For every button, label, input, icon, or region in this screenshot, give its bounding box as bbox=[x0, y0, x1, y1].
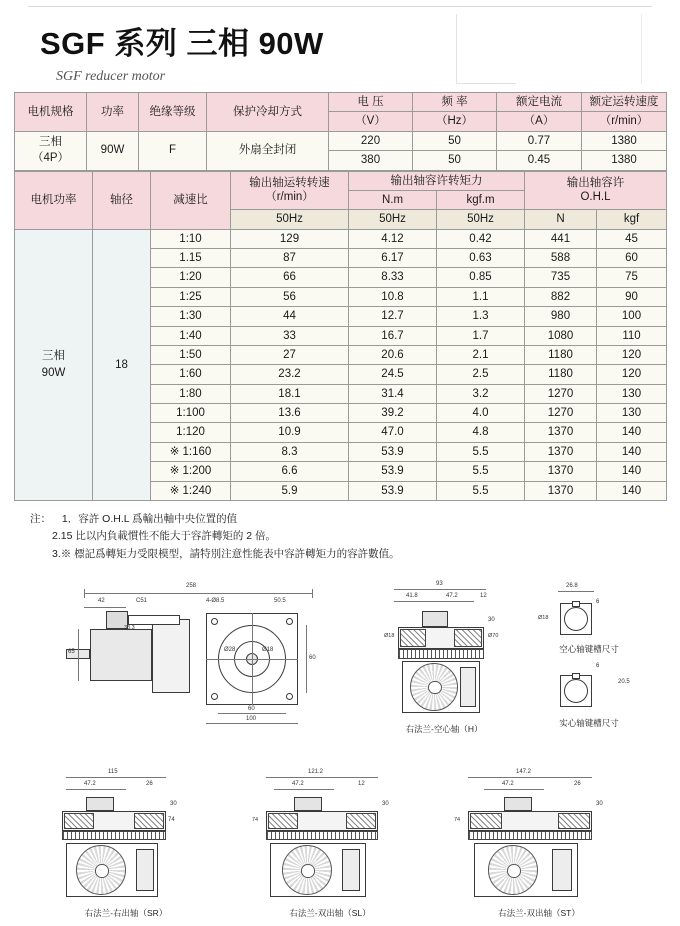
drawing-right-flange-st bbox=[454, 767, 624, 907]
cell-ratio: 1:50 bbox=[151, 345, 231, 364]
cell-ohl-kgf: 140 bbox=[597, 442, 667, 461]
cooling-fan bbox=[488, 845, 538, 895]
cell-ohl-kgf: 75 bbox=[597, 268, 667, 287]
col-header-torque-nm: N.m bbox=[349, 190, 437, 209]
cell-out-speed: 6.6 bbox=[231, 462, 349, 481]
subheader-ohl-kgf: kgf bbox=[597, 210, 667, 229]
cell-out-speed: 56 bbox=[231, 287, 349, 306]
motor-spec-table bbox=[14, 92, 667, 171]
gearbox-block bbox=[152, 619, 190, 693]
dim-o18: Ø18 bbox=[262, 646, 274, 653]
gear-teeth bbox=[398, 649, 484, 659]
keyway-bore bbox=[564, 607, 588, 631]
table-row bbox=[15, 131, 667, 150]
cell-ohl-kgf: 120 bbox=[597, 345, 667, 364]
section-hatch-left bbox=[400, 629, 426, 647]
cell-torque-kgfm: 2.1 bbox=[437, 345, 525, 364]
bolt-hole-tl bbox=[211, 618, 218, 625]
col-header-current-unit: （A） bbox=[497, 112, 582, 131]
cell-ratio: ※ 1:240 bbox=[151, 481, 231, 500]
cell-torque-nm: 53.9 bbox=[349, 481, 437, 500]
dim-o18: Ø18 bbox=[384, 632, 395, 639]
subheader-ohl-n: N bbox=[525, 210, 597, 229]
col-header-output-speed-line2: （r/min） bbox=[265, 191, 314, 204]
dim-333: 33.3 bbox=[124, 624, 135, 631]
caption-keyway-solid: 实心轴键槽尺寸 bbox=[559, 717, 619, 728]
cell-power: 90W bbox=[87, 131, 139, 170]
cell-ratio: 1:20 bbox=[151, 268, 231, 287]
cell-out-speed: 18.1 bbox=[231, 384, 349, 403]
cell-ohl-kgf: 130 bbox=[597, 384, 667, 403]
dim-472: 47.2 bbox=[292, 780, 304, 787]
keyway-slot bbox=[572, 673, 580, 679]
subheader-nm-freq: 50Hz bbox=[349, 210, 437, 229]
col-header-frequency-unit: （Hz） bbox=[413, 112, 497, 131]
dim-26: 26 bbox=[146, 780, 153, 787]
cooling-fan bbox=[282, 845, 332, 895]
dim-30: 30 bbox=[596, 800, 603, 807]
cell-ohl-n: 882 bbox=[525, 287, 597, 306]
cell-torque-nm: 39.2 bbox=[349, 404, 437, 423]
cell-frequency: 50 bbox=[413, 151, 497, 170]
cell-ohl-n: 588 bbox=[525, 249, 597, 268]
cell-torque-nm: 53.9 bbox=[349, 442, 437, 461]
section-hatch-left bbox=[470, 813, 502, 829]
cooling-fan bbox=[410, 663, 458, 711]
col-header-speed: 额定运转速度 bbox=[582, 93, 667, 112]
cell-spec-line1: 三相 bbox=[39, 136, 62, 149]
cell-torque-kgfm: 4.8 bbox=[437, 423, 525, 442]
notes-line-1 bbox=[30, 511, 666, 528]
dim-115: 115 bbox=[108, 768, 118, 775]
section-hatch-right bbox=[454, 629, 482, 647]
cell-ohl-n: 1270 bbox=[525, 404, 597, 423]
caption-sr: 右法兰-右出轴（SR） bbox=[84, 907, 168, 918]
cell-torque-nm: 20.6 bbox=[349, 345, 437, 364]
caption-st: 右法兰-双出轴（ST） bbox=[498, 907, 580, 918]
cell-torque-kgfm: 3.2 bbox=[437, 384, 525, 403]
side-plate bbox=[136, 849, 154, 891]
note-item-3: 3.※ 標記爲轉矩力受限模型，請特別注意性能表中容許轉矩力的容許數值。 bbox=[52, 547, 400, 560]
cell-ohl-n: 1370 bbox=[525, 442, 597, 461]
drawing-right-flange-sl bbox=[250, 767, 410, 907]
dim-26: 26 bbox=[574, 780, 581, 787]
col-header-output-torque: 输出轴容许转矩力 bbox=[349, 171, 525, 190]
col-header-insulation: 绝缘等级 bbox=[139, 93, 207, 132]
cell-ratio: 1:100 bbox=[151, 404, 231, 423]
section-hatch-right bbox=[558, 813, 590, 829]
dim-258: 258 bbox=[186, 582, 197, 589]
notes-label: 注： bbox=[30, 512, 51, 525]
cell-ohl-n: 1370 bbox=[525, 423, 597, 442]
cell-ohl-kgf: 60 bbox=[597, 249, 667, 268]
cell-ohl-n: 1370 bbox=[525, 462, 597, 481]
bolt-hole-br bbox=[286, 693, 293, 700]
dim-65: 60 bbox=[309, 654, 316, 661]
terminal-box bbox=[504, 797, 532, 811]
bolt-hole-tr bbox=[286, 618, 293, 625]
cell-shaft-dia: 18 bbox=[93, 229, 151, 500]
cell-speed: 1380 bbox=[582, 131, 667, 150]
dim-74: 74 bbox=[454, 816, 461, 823]
cell-torque-kgfm: 1.3 bbox=[437, 307, 525, 326]
cell-ohl-n: 1270 bbox=[525, 384, 597, 403]
dim-93: 93 bbox=[436, 580, 443, 587]
caption-sl: 右法兰-双出轴（SL） bbox=[289, 907, 371, 918]
cell-out-speed: 33 bbox=[231, 326, 349, 345]
cell-torque-kgfm: 5.5 bbox=[437, 442, 525, 461]
col-header-frequency: 频 率 bbox=[413, 93, 497, 112]
side-plate bbox=[460, 667, 476, 707]
dim-30: 30 bbox=[488, 616, 495, 623]
cooling-fan bbox=[76, 845, 126, 895]
dim-30: 30 bbox=[170, 800, 177, 807]
cell-out-speed: 27 bbox=[231, 345, 349, 364]
col-header-current: 额定电流 bbox=[497, 93, 582, 112]
caption-right-flange-hollow: 右法兰-空心轴（H） bbox=[405, 723, 483, 734]
cell-spec bbox=[15, 131, 87, 170]
col-header-output-speed bbox=[231, 171, 349, 210]
dim-o18: Ø18 bbox=[538, 614, 549, 621]
cell-ohl-kgf: 45 bbox=[597, 229, 667, 248]
header-top-rule bbox=[28, 6, 652, 7]
cell-ohl-kgf: 120 bbox=[597, 365, 667, 384]
side-plate bbox=[342, 849, 360, 891]
cell-ohl-kgf: 140 bbox=[597, 462, 667, 481]
cell-out-speed: 5.9 bbox=[231, 481, 349, 500]
caption-keyway-hollow: 空心轴键槽尺寸 bbox=[559, 643, 619, 654]
col-header-ohl-line2: O.H.L bbox=[580, 191, 611, 204]
cell-torque-nm: 4.12 bbox=[349, 229, 437, 248]
page-header bbox=[14, 0, 666, 92]
cell-ratio: 1.15 bbox=[151, 249, 231, 268]
cell-torque-nm: 47.0 bbox=[349, 423, 437, 442]
table-header-row bbox=[15, 171, 667, 190]
col-header-voltage: 电 压 bbox=[329, 93, 413, 112]
drawing-keyway-hollow bbox=[534, 581, 644, 649]
cell-ohl-n: 441 bbox=[525, 229, 597, 248]
cell-torque-kgfm: 4.0 bbox=[437, 404, 525, 423]
cell-ohl-kgf: 110 bbox=[597, 326, 667, 345]
keyway-slot bbox=[572, 601, 580, 607]
dim-6: 6 bbox=[596, 662, 600, 669]
cell-motor-power-line2: 90W bbox=[41, 366, 66, 379]
gear-teeth bbox=[62, 831, 166, 840]
cell-out-speed: 66 bbox=[231, 268, 349, 287]
cell-torque-kgfm: 0.63 bbox=[437, 249, 525, 268]
cell-torque-kgfm: 0.85 bbox=[437, 268, 525, 287]
cell-torque-kgfm: 0.42 bbox=[437, 229, 525, 248]
bolt-hole-bl bbox=[211, 693, 218, 700]
section-hatch-right bbox=[134, 813, 164, 829]
cell-current: 0.45 bbox=[497, 151, 582, 170]
gear-teeth bbox=[266, 831, 378, 840]
dim-268: 26.8 bbox=[566, 582, 578, 589]
dim-505: 50.5 bbox=[274, 597, 286, 604]
cell-torque-nm: 16.7 bbox=[349, 326, 437, 345]
cell-ratio: 1:40 bbox=[151, 326, 231, 345]
subheader-kgfm-freq: 50Hz bbox=[437, 210, 525, 229]
page-subtitle: SGF reducer motor bbox=[56, 69, 166, 84]
header-decoration-corner bbox=[456, 14, 516, 84]
cell-frequency: 50 bbox=[413, 131, 497, 150]
dim-c51: C51 bbox=[136, 597, 148, 604]
drawing-right-flange-hollow bbox=[384, 581, 504, 731]
cell-insulation: F bbox=[139, 131, 207, 170]
cell-ratio: 1:25 bbox=[151, 287, 231, 306]
cell-out-speed: 129 bbox=[231, 229, 349, 248]
dim-472: 47.2 bbox=[84, 780, 96, 787]
cell-ohl-n: 980 bbox=[525, 307, 597, 326]
col-header-torque-kgfm: kgf.m bbox=[437, 190, 525, 209]
col-header-spec: 电机规格 bbox=[15, 93, 87, 132]
drawing-keyway-solid bbox=[534, 661, 644, 725]
gear-teeth bbox=[468, 831, 592, 840]
dim-74: 74 bbox=[168, 816, 175, 823]
col-header-cooling: 保护冷却方式 bbox=[207, 93, 329, 132]
subheader-speed-freq: 50Hz bbox=[231, 210, 349, 229]
cell-ohl-kgf: 140 bbox=[597, 481, 667, 500]
dim-1472: 147.2 bbox=[516, 768, 532, 775]
cell-ohl-n: 1180 bbox=[525, 365, 597, 384]
col-header-reduction-ratio: 减速比 bbox=[151, 171, 231, 229]
keyway-bore bbox=[564, 679, 588, 703]
cell-ratio: ※ 1:200 bbox=[151, 462, 231, 481]
cell-torque-kgfm: 2.5 bbox=[437, 365, 525, 384]
table-row bbox=[15, 229, 667, 248]
page-title: SGF 系列 三相 90W bbox=[40, 26, 324, 61]
drawing-side-view bbox=[66, 581, 356, 731]
note-item-1: 1．容許 O.H.L 爲輸出軸中央位置的值 bbox=[61, 512, 238, 525]
dim-418: 41.8 bbox=[406, 592, 418, 599]
cell-torque-nm: 12.7 bbox=[349, 307, 437, 326]
dim-205: 20.5 bbox=[618, 678, 630, 685]
cell-torque-nm: 10.8 bbox=[349, 287, 437, 306]
cell-ohl-kgf: 100 bbox=[597, 307, 667, 326]
col-header-output-speed-line1: 输出轴运转转速 bbox=[249, 177, 330, 189]
technical-drawings bbox=[14, 571, 666, 926]
cell-torque-nm: 24.5 bbox=[349, 365, 437, 384]
dim-4-o85: 4-Ø8.5 bbox=[206, 597, 225, 604]
cell-speed: 1380 bbox=[582, 151, 667, 170]
cell-voltage: 220 bbox=[329, 131, 413, 150]
drawing-right-flange-sr bbox=[50, 767, 200, 907]
cell-ratio: 1:10 bbox=[151, 229, 231, 248]
cell-ohl-kgf: 130 bbox=[597, 404, 667, 423]
cell-torque-kgfm: 1.1 bbox=[437, 287, 525, 306]
dim-94: 65 bbox=[68, 648, 75, 655]
cell-ratio: 1:30 bbox=[151, 307, 231, 326]
dim-6: 6 bbox=[596, 598, 600, 605]
col-header-power: 功率 bbox=[87, 93, 139, 132]
dim-60: 60 bbox=[248, 705, 255, 712]
section-hatch-right bbox=[346, 813, 376, 829]
dim-o70: Ø70 bbox=[488, 632, 499, 639]
cell-spec-line2: （4P） bbox=[31, 151, 70, 164]
header-decoration-line bbox=[641, 14, 642, 84]
ratio-spec-table bbox=[14, 171, 667, 501]
dim-12: 12 bbox=[480, 592, 487, 599]
cell-ohl-kgf: 140 bbox=[597, 423, 667, 442]
dim-30: 30 bbox=[382, 800, 389, 807]
dim-472: 47.2 bbox=[502, 780, 514, 787]
cell-ratio: 1:120 bbox=[151, 423, 231, 442]
cell-out-speed: 8.3 bbox=[231, 442, 349, 461]
section-hatch-left bbox=[64, 813, 94, 829]
terminal-box bbox=[422, 611, 448, 627]
dim-12: 12 bbox=[358, 780, 365, 787]
cell-ohl-n: 1180 bbox=[525, 345, 597, 364]
cell-cooling: 外扇全封闭 bbox=[207, 131, 329, 170]
cell-out-speed: 23.2 bbox=[231, 365, 349, 384]
cell-ohl-n: 1370 bbox=[525, 481, 597, 500]
cell-torque-nm: 6.17 bbox=[349, 249, 437, 268]
cable-gland bbox=[128, 615, 180, 625]
cell-out-speed: 13.6 bbox=[231, 404, 349, 423]
terminal-box bbox=[86, 797, 114, 811]
col-header-ohl bbox=[525, 171, 667, 210]
cell-ohl-n: 1080 bbox=[525, 326, 597, 345]
dim-42: 42 bbox=[98, 597, 105, 604]
col-header-voltage-unit: （V） bbox=[329, 112, 413, 131]
cell-ohl-kgf: 90 bbox=[597, 287, 667, 306]
dim-100: 100 bbox=[246, 715, 257, 722]
section-hatch-left bbox=[268, 813, 298, 829]
cell-out-speed: 44 bbox=[231, 307, 349, 326]
col-header-speed-unit: （r/min） bbox=[582, 112, 667, 131]
cell-torque-kgfm: 5.5 bbox=[437, 481, 525, 500]
cell-out-speed: 87 bbox=[231, 249, 349, 268]
dim-o28: Ø28 bbox=[224, 646, 236, 653]
cell-ratio: ※ 1:160 bbox=[151, 442, 231, 461]
cell-torque-nm: 53.9 bbox=[349, 462, 437, 481]
cell-out-speed: 10.9 bbox=[231, 423, 349, 442]
cell-torque-kgfm: 1.7 bbox=[437, 326, 525, 345]
dim-74: 74 bbox=[252, 816, 259, 823]
table-header-row bbox=[15, 93, 667, 112]
cell-ratio: 1:60 bbox=[151, 365, 231, 384]
cell-ohl-n: 735 bbox=[525, 268, 597, 287]
cell-voltage: 380 bbox=[329, 151, 413, 170]
notes-block bbox=[30, 511, 666, 563]
cell-ratio: 1:80 bbox=[151, 384, 231, 403]
dim-1212: 121.2 bbox=[308, 768, 324, 775]
motor-body bbox=[90, 629, 152, 681]
col-header-shaft-dia: 轴径 bbox=[93, 171, 151, 229]
col-header-ohl-line1: 输出轴容许 bbox=[566, 177, 625, 189]
cell-motor-power bbox=[15, 229, 93, 500]
dim-472: 47.2 bbox=[446, 592, 458, 599]
terminal-box bbox=[294, 797, 322, 811]
note-item-2: 2.15 比以内負載慣性不能大于容許轉矩的 2 倍。 bbox=[52, 530, 277, 543]
side-plate bbox=[552, 849, 572, 891]
cell-current: 0.77 bbox=[497, 131, 582, 150]
col-header-motor-power: 电机功率 bbox=[15, 171, 93, 229]
cell-torque-nm: 8.33 bbox=[349, 268, 437, 287]
cell-torque-nm: 31.4 bbox=[349, 384, 437, 403]
cell-torque-kgfm: 5.5 bbox=[437, 462, 525, 481]
cell-motor-power-line1: 三相 bbox=[42, 349, 65, 362]
